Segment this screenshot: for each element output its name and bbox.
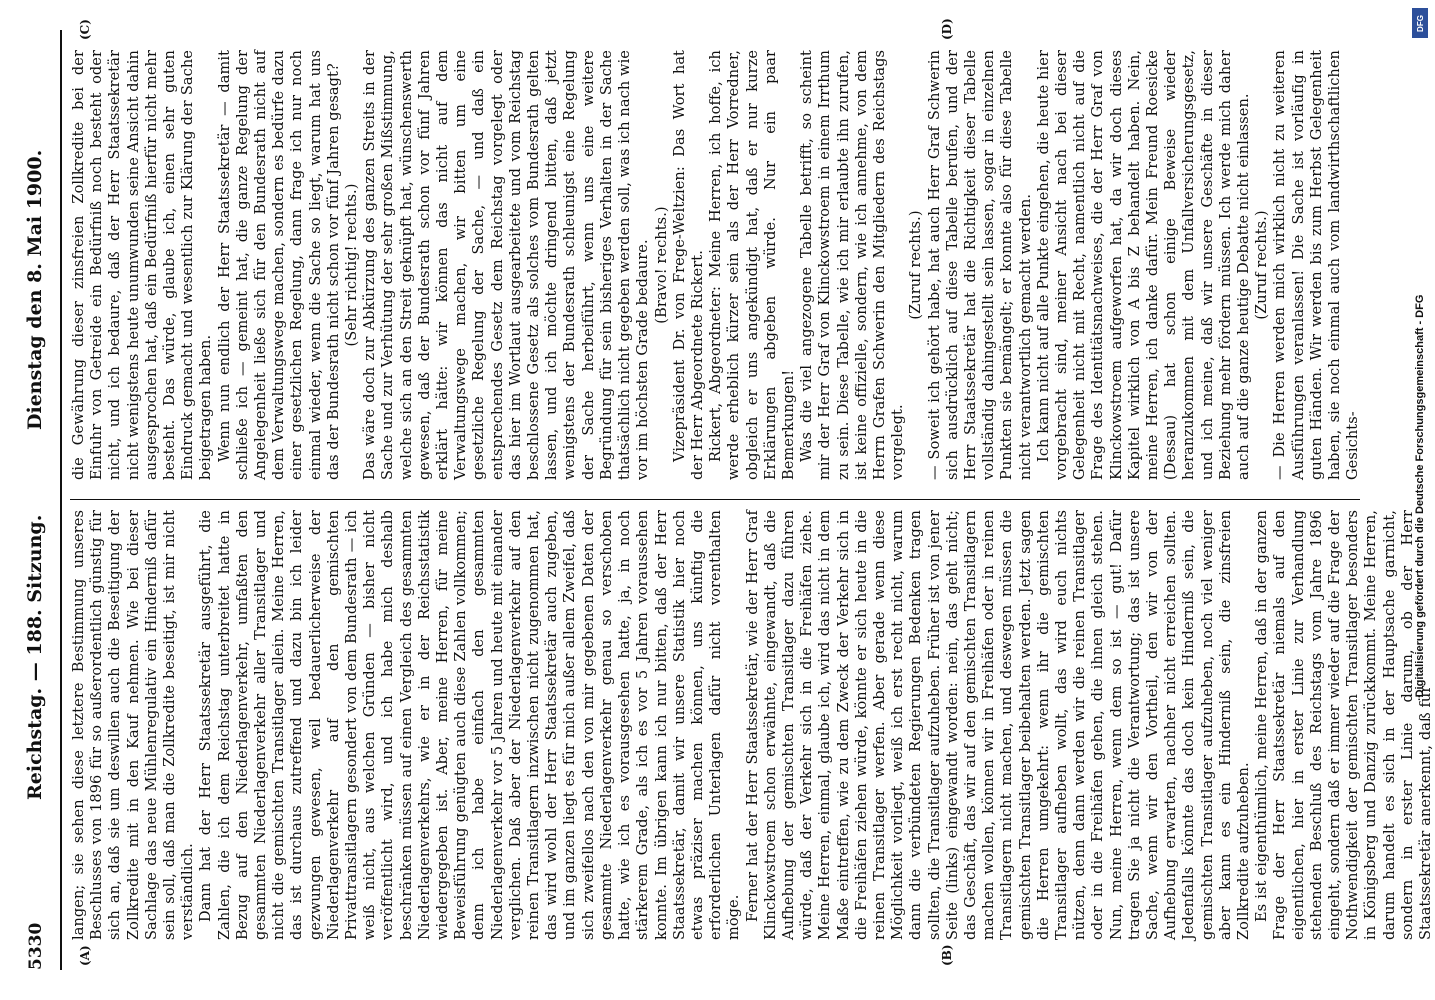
interjection: (Sehr richtig! rechts.)	[344, 183, 361, 347]
margin-mark-d: (D)	[940, 18, 954, 40]
dfg-logo-text: DFG	[1415, 14, 1425, 32]
paragraph: Wenn nun endlich der Herr Staatssekretär — damit schließe ich — gemeint hat, die ganze Regelung der Angelegenheit ließe sich für den Bundesrath nicht auf dem Verwaltungswege machen, sondern es bedürfe dazu einer gesetzlichen Regelung, dann frage ich nur noch einmal wieder, wenn die Sache so liegt, warum hat uns das der Bundesrath nicht schon vor fünf Jahren gesagt?	[216, 50, 342, 480]
dfg-watermark	[1410, 10, 1428, 990]
paragraph: die Gewährung dieser zinsfreien Zollkredite bei der Einfuhr von Getreide ein Bedürfniß noch besteht oder nicht, und ich bedaure, daß der Herr Staatssekretär nicht wenigstens heute unumwunden seine Ansicht dahin ausgesprochen hat, daß ein Bedürfniß hierfür nicht mehr besteht. Das würde, glaube ich, einen sehr guten Eindruck gemacht und wesentlich zur Klärung der Sache beigetragen haben.	[71, 50, 215, 480]
paragraph: Rickert, Abgeordneter: Meine Herren, ich hoffe, ich werde erheblich kürzer sein als der Herr Vorredner, obgleich er uns angekündigt hat, daß er nur kurze Erklärungen abgeben würde. Nur ein paar Bemerkungen!	[708, 50, 797, 480]
paragraph: Das wäre doch zur Abkürzung des ganzen Streits in der Sache und zur Verhütung der sehr großen Mißstimmung, welche sich an den Streit geknüpft hat, wünschenswerth gewesen, daß der Bundesrath schon vor fünf Jahren erklärt hätte: wir können das nicht auf dem Verwaltungswege machen, wir bitten um eine gesetzliche Regelung der Sache, — und daß ein entsprechendes Gesetz dem Reichstag vorgelegt oder das hier im Wortlaut ausgearbeitete und vom Reichstag beschlossene Gesetz als solches vom Bundesrath gelten lassen, und ich möchte dringend bitten, daß jetzt wenigstens der Bundesrath schleunigst eine Regelung der Sache herbeiführt, wenn uns eine weitere Begründung für sein bisheriges Verhalten in der Sache thatsächlich nicht gegeben werden soll, was ich nach wie vor im höchsten Grade bedaure.	[362, 50, 652, 480]
left-column	[70, 510, 1435, 940]
page-header	[20, 30, 62, 970]
paragraph: Dann hat der Herr Staatssekretär ausgeführt, die Zahlen, die ich dem Reichstag unterbreitet hatte in Bezug auf den Niederlagenverkehr, umfaßten den gesammten Niederlagenverkehr aller Transitlager und nicht die gemischten Transitlager allein. Meine Herren, das ist durchaus zutreffend und dazu bin ich leider gezwungen gewesen, weil bedauerlicherweise der Niederlagenverkehr auf den gemischten Privattransitlagern gesondert von dem Bundesrath — ich weiß nicht, aus welchen Gründen — bisher nicht veröffentlicht wird, und ich habe mich deshalb beschränken müssen auf einen Vergleich des gesammten Niederlagenverkehrs, wie er in der Reichsstatistik wiedergegeben ist. Aber, meine Herren, für meine Beweisführung genügten auch diese Zahlen vollkommen; denn ich habe einfach den gesammten Niederlagenverkehr vor 5 Jahren und heute mit einander verglichen. Daß aber der Niederlagenverkehr auf den reinen Transitlagern inzwischen nicht zugenommen hat, das wird wohl der Herr Staatssekretär auch zugeben, und im ganzen liegt es für mich außer allem Zweifel, daß sich zweifellos nach den von mir gegebenen Daten der gesammte Niederlagenverkehr genau so verschoben hatte, wie ich es vorausgesehen hatte, ja, in noch stärkerem Grade, als ich es vor 5 Jahren voraussehen konnte. Im übrigen kann ich nur bitten, daß der Herr Staatssekretär, damit wir unsere Statistik hier noch etwas präziser machen können, uns künftig die erforderlichen Unterlagen dafür nicht vorenthalten möge.	[198, 510, 743, 940]
column-divider	[70, 499, 1360, 500]
paragraph: Ferner hat der Herr Staatssekretär, wie der Herr Graf Klinckowstroem schon erwähnte, eingewandt, daß die Aufhebung der gemischten Transitlager dazu führen würde, daß der Verkehr sich in die Freihäfen ziehe. Meine Herren, einmal, glaube ich, wird das nicht in dem Maße eintreffen, wie zu dem Zweck der Verkehr sich in die Freihäfen ziehen würde, könnte er sich heute in die reinen Transitlager werfen. Aber gerade wenn diese Möglichkeit vorliegt, weiß ich erst recht nicht, warum dann die verbündeten Regierungen Bedenken tragen sollten, die Transitlager aufzuheben. Früher ist von jener Seite (links) eingewandt worden: nein, das geht nicht; das Geschäft, das wir auf den gemischten Transitlagern machen wollen, können wir in Freihäfen oder in reinen Transitlagern nicht machen, und deswegen müssen die gemischten Transitlager beibehalten werden. Jetzt sagen die Herren umgekehrt: wenn ihr die gemischten Transitlager aufheben wollt, das wird euch nichts nützen, denn dann werden wir die reinen Transitlager oder in die Freihäfen gehen, die ihnen gleich stehen. Nun, meine Herren, wenn dem so ist — gut! Dafür tragen Sie ja nicht die Verantwortung; das ist unsere Sache, wenn wir den Vortheil, den wir von der Aufhebung erwarten, nachher nicht erreichen sollten. Jedenfalls könnte das doch kein Hinderniß sein, die gemischten Transitlager aufzuheben, noch viel weniger aber kann es ein Hinderniß sein, die zinsfreien Zollkredite aufzuheben.	[744, 510, 1252, 940]
margin-mark-a: (A)	[78, 945, 92, 966]
paragraph: langen; sie sehen diese letztere Bestimmung unseres Beschlusses von 1896 für so außerordentlich günstig für sich an, daß sie um deswillen auch die Beseitigung der Zollkredite mit in den Kauf nehmen. Wie bei dieser Sachlage das neue Mühlenregulativ ein Hinderniß dafür sein soll, daß man die Zollkredite beseitigt, ist mir nicht verständlich.	[71, 510, 197, 940]
paragraph: Es ist eigenthümlich, meine Herren, daß in der ganzen Frage der Herr Staatssekretär niemals auf den eigentlichen, hier in erster Linie zur Verhandlung stehenden Beschluß des Reichstags vom Jahre 1896 eingeht, sondern daß er immer wieder auf die Frage der Nothwendigkeit der gemischten Transitlager besonders in Königsberg und Danzig zurückkommt. Meine Herren, darum handelt es sich in der Hauptsache garnicht, sondern in erster Linie darum, ob der Herr Staatssekretär anerkennt, daß für	[1254, 510, 1435, 940]
margin-mark-c: (C)	[78, 19, 92, 40]
paragraph: Was die viel angezogene Tabelle betrifft, so scheint mir der Herr Graf von Klinckowstroem in einem Irrthum zu sein. Diese Tabelle, wie ich mir erlaubte ihn zurufen, ist keine offizielle, sondern, wie ich annehme, von dem Herrn Grafen Schwerin den Mitgliedern des Reichstags vorgelegt.	[799, 50, 907, 480]
interjection: (Bravo! rechts.)	[653, 206, 670, 324]
interjection: (Zuruf rechts.)	[1254, 210, 1271, 320]
paragraph: — Die Herren werden mich wirklich nicht zu weiteren Ausführungen veranlassen! Die Sache ist vorläufig in guten Händen. Wir werden bis zum Herbst Gelegenheit haben, sie noch einmal auch vom landwirthschaftlichen Gesichts-	[1272, 50, 1362, 480]
right-column	[70, 50, 1360, 480]
margin-mark-b: (B)	[940, 944, 954, 966]
header-right-title: Dienstag den 8. Mai 1900.	[24, 149, 46, 430]
dfg-logo	[1412, 8, 1428, 38]
watermark-text: Digitalisierung gefördert durch die Deutsche Forschungsgemeinschaft - DFG	[1414, 294, 1426, 698]
header-left-title: Reichstag. — 188. Sitzung.	[24, 514, 46, 800]
paragraph: — Soweit ich gehört habe, hat auch Herr Graf Schwerin sich ausdrücklich auf diese Tabelle berufen, und der Herr Staatssekretär hat die Richtigkeit dieser Tabelle vollständig dahingestellt sein lassen, sogar in einzelnen Punkten sie bemängelt; er konnte also für diese Tabelle nicht verantwortlich gemacht werden.	[926, 50, 1034, 480]
interjection: (Zuruf rechts.)	[908, 210, 925, 320]
page-number: 5330	[26, 922, 46, 970]
paragraph: Ich kann nicht auf alle Punkte eingehen, die heute hier vorgebracht sind, meiner Ansicht nach bei dieser Gelegenheit nicht mit Recht, namentlich nicht auf die Frage des Identitätsnachweises, die der Herr Graf von Klinckowstroem aufgeworfen hat, da wir doch dieses Kapitel wirklich von A bis Z behandelt haben. Nein, meine Herren, ich danke dafür. Mein Freund Roesicke (Dessau) hat schon einige Beweise wieder heranzukommen mit dem Unfallversicherungsgesetz, und ich meine, daß wir unsere Geschäfte in dieser Beziehung mehr fördern müssen. Ich werde mich daher auch auf die ganze heutige Debatte nicht einlassen.	[1035, 50, 1252, 480]
speaker-intro: Vizepräsident Dr. von Frege-Weltzien: Das Wort hat der Herr Abgeordnete Rickert.	[671, 50, 706, 480]
